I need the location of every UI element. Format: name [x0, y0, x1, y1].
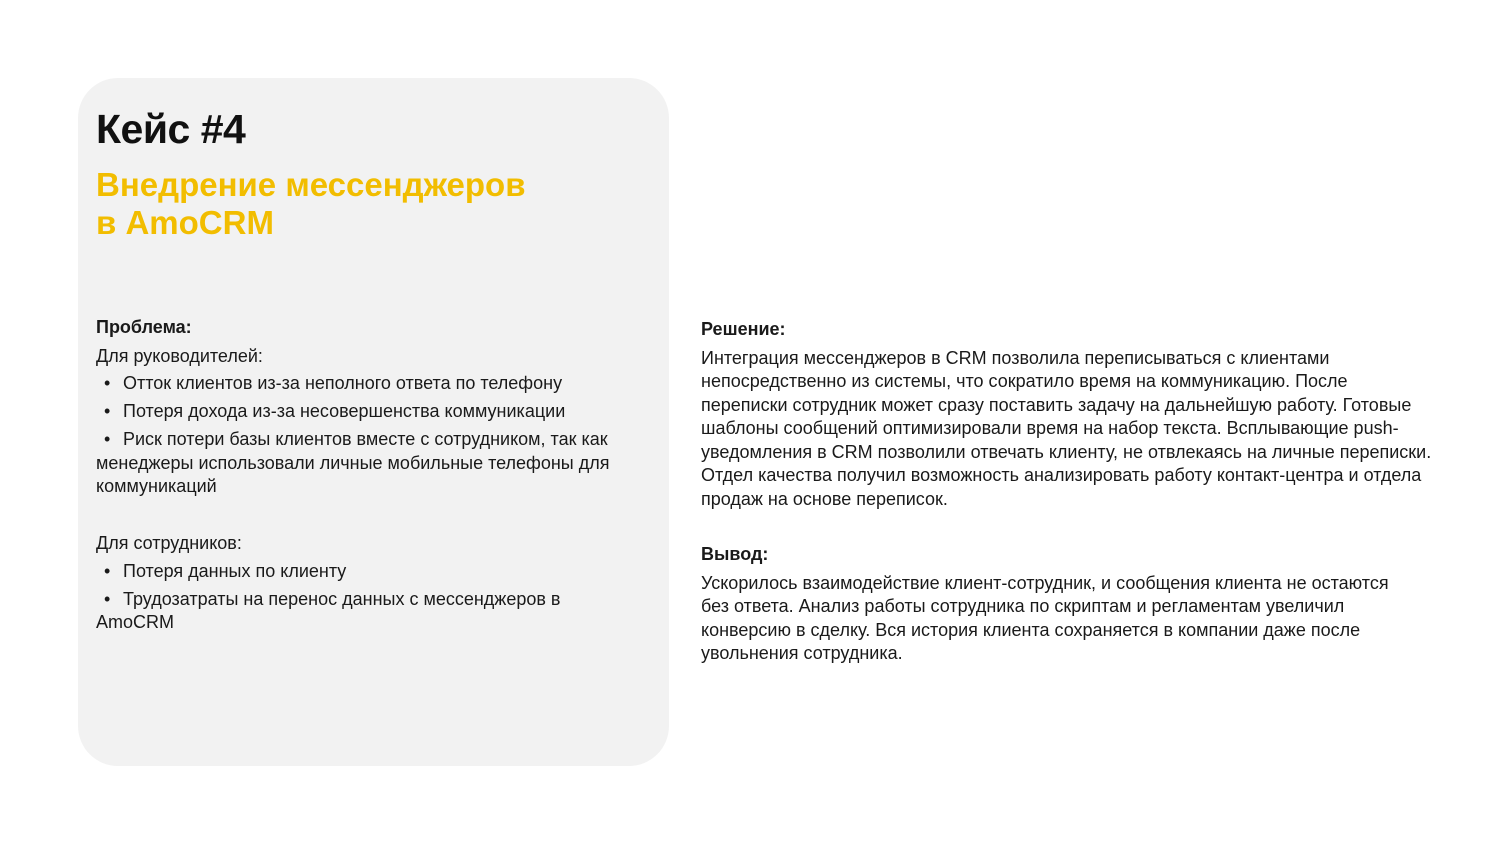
case-subtitle [96, 166, 636, 242]
bullet-icon: • [104, 401, 111, 421]
problem-section [96, 316, 636, 639]
list-item: • Потеря данных по клиенту [96, 560, 636, 584]
list-item: • Трудозатраты на перенос данных с мессенджеров в AmoCRM [96, 588, 561, 632]
conclusion-text: Ускорилось взаимодействие клиент-сотрудник, и сообщения клиента не остаются без ответа. Анализ работы сотрудника по скриптам и регламентам увеличил конверсию в сделку. Вся история клиента сохраняется в компании даже после увольнения сотрудника. [701, 572, 1389, 663]
employees-list [96, 560, 636, 635]
problem-heading: Проблема: [96, 317, 192, 337]
solution-text: Интеграция мессенджеров в CRM позволила переписываться с клиентами непосредственно из системы, что сократило время на коммуникацию. После переписки сотрудник может сразу поставить задачу на дальнейшую работу. Готовые шаблоны сообщений оптимизировали время на набор текста. Всплывающие push-уведомления в CRM позволили отвечать клиенту, не отвлекаясь на личные переписки. Отдел качества получил возможность анализировать работу контакт-центра и отдела продаж на основе переписок. [701, 347, 1432, 509]
conclusion-heading: Вывод: [701, 544, 769, 564]
case-subtitle-line2: в AmoCRM [96, 204, 274, 241]
list-item: • Потеря дохода из-за несовершенства коммуникации [96, 400, 636, 424]
solution-section [701, 318, 1436, 511]
bullet-icon: • [104, 373, 111, 393]
managers-list [96, 372, 636, 499]
solution-heading: Решение: [701, 319, 786, 339]
conclusion-section [701, 543, 1421, 666]
bullet-icon: • [104, 560, 111, 581]
case-subtitle-line1: Внедрение мессенджеров [96, 166, 526, 203]
employees-label: Для сотрудников: [96, 533, 242, 553]
bullet-icon: • [104, 429, 111, 449]
case-title: Кейс #4 [96, 106, 246, 152]
list-item: • Риск потери базы клиентов вместе с сотрудником, так как менеджеры использовали личные мобильные телефоны для коммуникаций [96, 429, 610, 496]
bullet-icon: • [104, 588, 111, 609]
list-item: • Отток клиентов из-за неполного ответа по телефону [96, 372, 636, 396]
managers-label: Для руководителей: [96, 345, 263, 366]
